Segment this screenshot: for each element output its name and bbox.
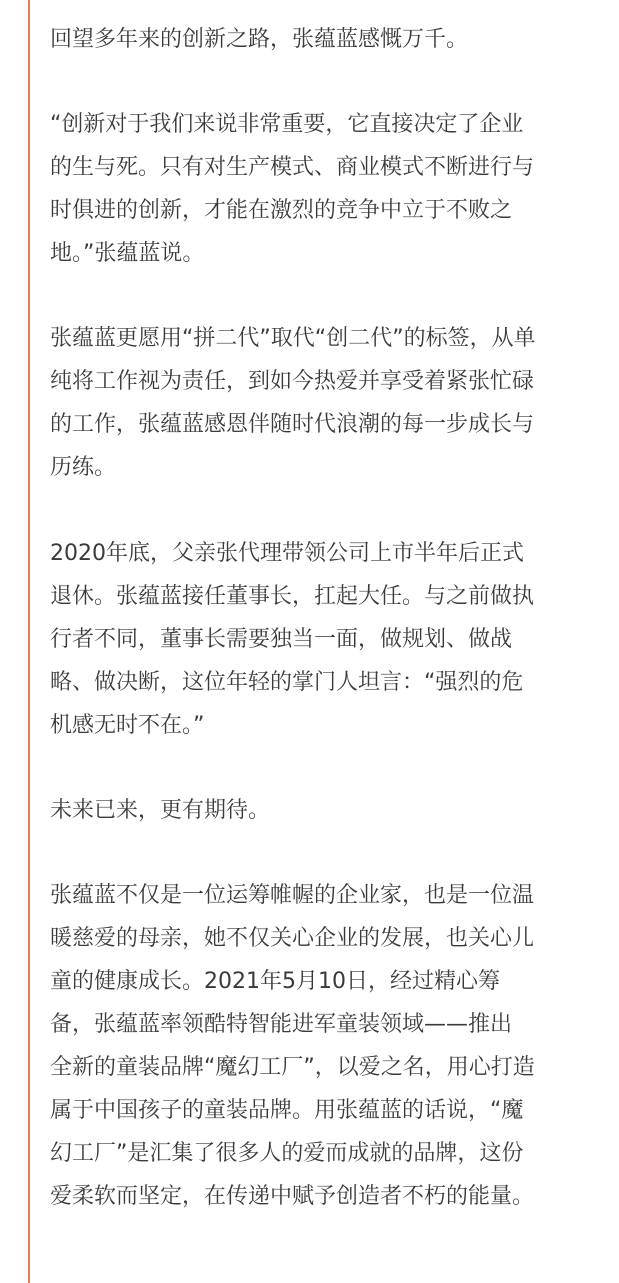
paragraph-chairman-succession: 2020年底，父亲张代理带领公司上市半年后正式 退休。张蕴蓝接任董事长，扛起大任。与之前做执 行者不同，董事长需要独当一面，做规划、做战 略、做决断，这位年轻的掌门人坦言：“强烈的危 机感无时不在。” xyxy=(50,541,535,738)
paragraph-innovation-reflection: 回望多年来的创新之路，张蕴蓝感慨万千。 xyxy=(50,27,469,52)
paragraph-second-generation: 张蕴蓝更愿用“拼二代”取代“创二代”的标签，从单 纯将工作视为责任，到如今热爱并享受着紧张忙碌 的工作，张蕴蓝感恩伴随时代浪潮的每一步成长与 历练。 xyxy=(50,326,536,480)
paragraph-childrens-brand: 张蕴蓝不仅是一位运筹帷幄的企业家，也是一位温 暖慈爱的母亲，她不仅关心企业的发展，也关心儿 童的健康成长。2021年5月10日，经过精心筹 备，张蕴蓝率领酷特智能进军童装领域——推出 全新的童装品牌“魔幻工厂”，以爱之名，用心打造 属于中国孩子的童装品牌。用张蕴蓝的话说，“魔 幻工厂”是汇集了很多人的爱而成就的品牌，这份 爱柔软而坚定，在传递中赋予创造者不朽的能量。 xyxy=(50,883,535,1209)
left-accent-rule xyxy=(28,0,30,1283)
paragraph-innovation-quote: “创新对于我们来说非常重要，它直接决定了企业 的生与死。只有对生产模式、商业模式不断进行与 时俱进的创新，才能在激烈的竞争中立于不败之 地。”张蕴蓝说。 xyxy=(50,112,535,266)
paragraph-future: 未来已来，更有期待。 xyxy=(50,798,271,823)
